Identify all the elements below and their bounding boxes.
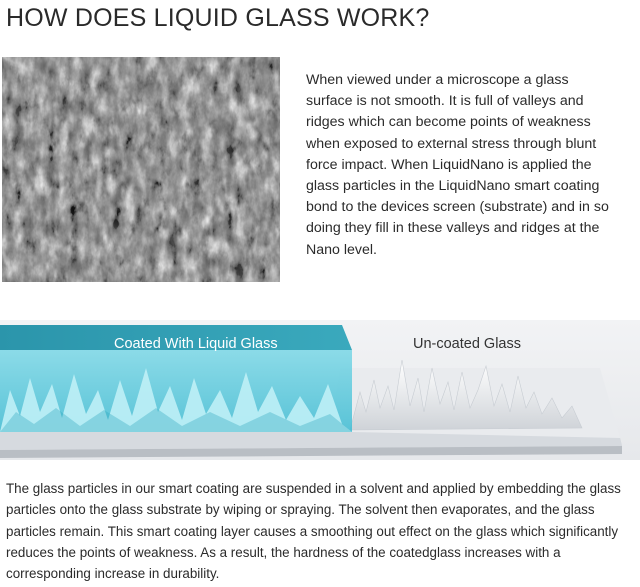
uncoated-label: Un-coated Glass (413, 336, 521, 352)
microscope-image (2, 57, 280, 282)
coating-diagram (0, 320, 640, 460)
page-title: HOW DOES LIQUID GLASS WORK? (6, 4, 430, 32)
coated-label: Coated With Liquid Glass (114, 336, 278, 352)
body-paragraph: The glass particles in our smart coating are suspended in a solvent and applied by embedding the glass particles onto the glass substrate by wiping or spraying. The solvent then evaporates, and the glass particles remain. This smart coating layer causes a smoothing out effect on the glass which significantly reduces the points of weakness. As a result, the hardness of the coatedglass increases with a corresponding increase in durability. (6, 481, 621, 582)
intro-paragraph: When viewed under a microscope a glass surface is not smooth. It is full of valleys and ridges which can become points of weakness when exposed to external stress through blunt force impact. When LiquidNano is applied the glass particles in the LiquidNano smart coating bond to the devices screen (substrate) and in so doing they fill in these valleys and ridges at the Nano level. (306, 72, 609, 258)
